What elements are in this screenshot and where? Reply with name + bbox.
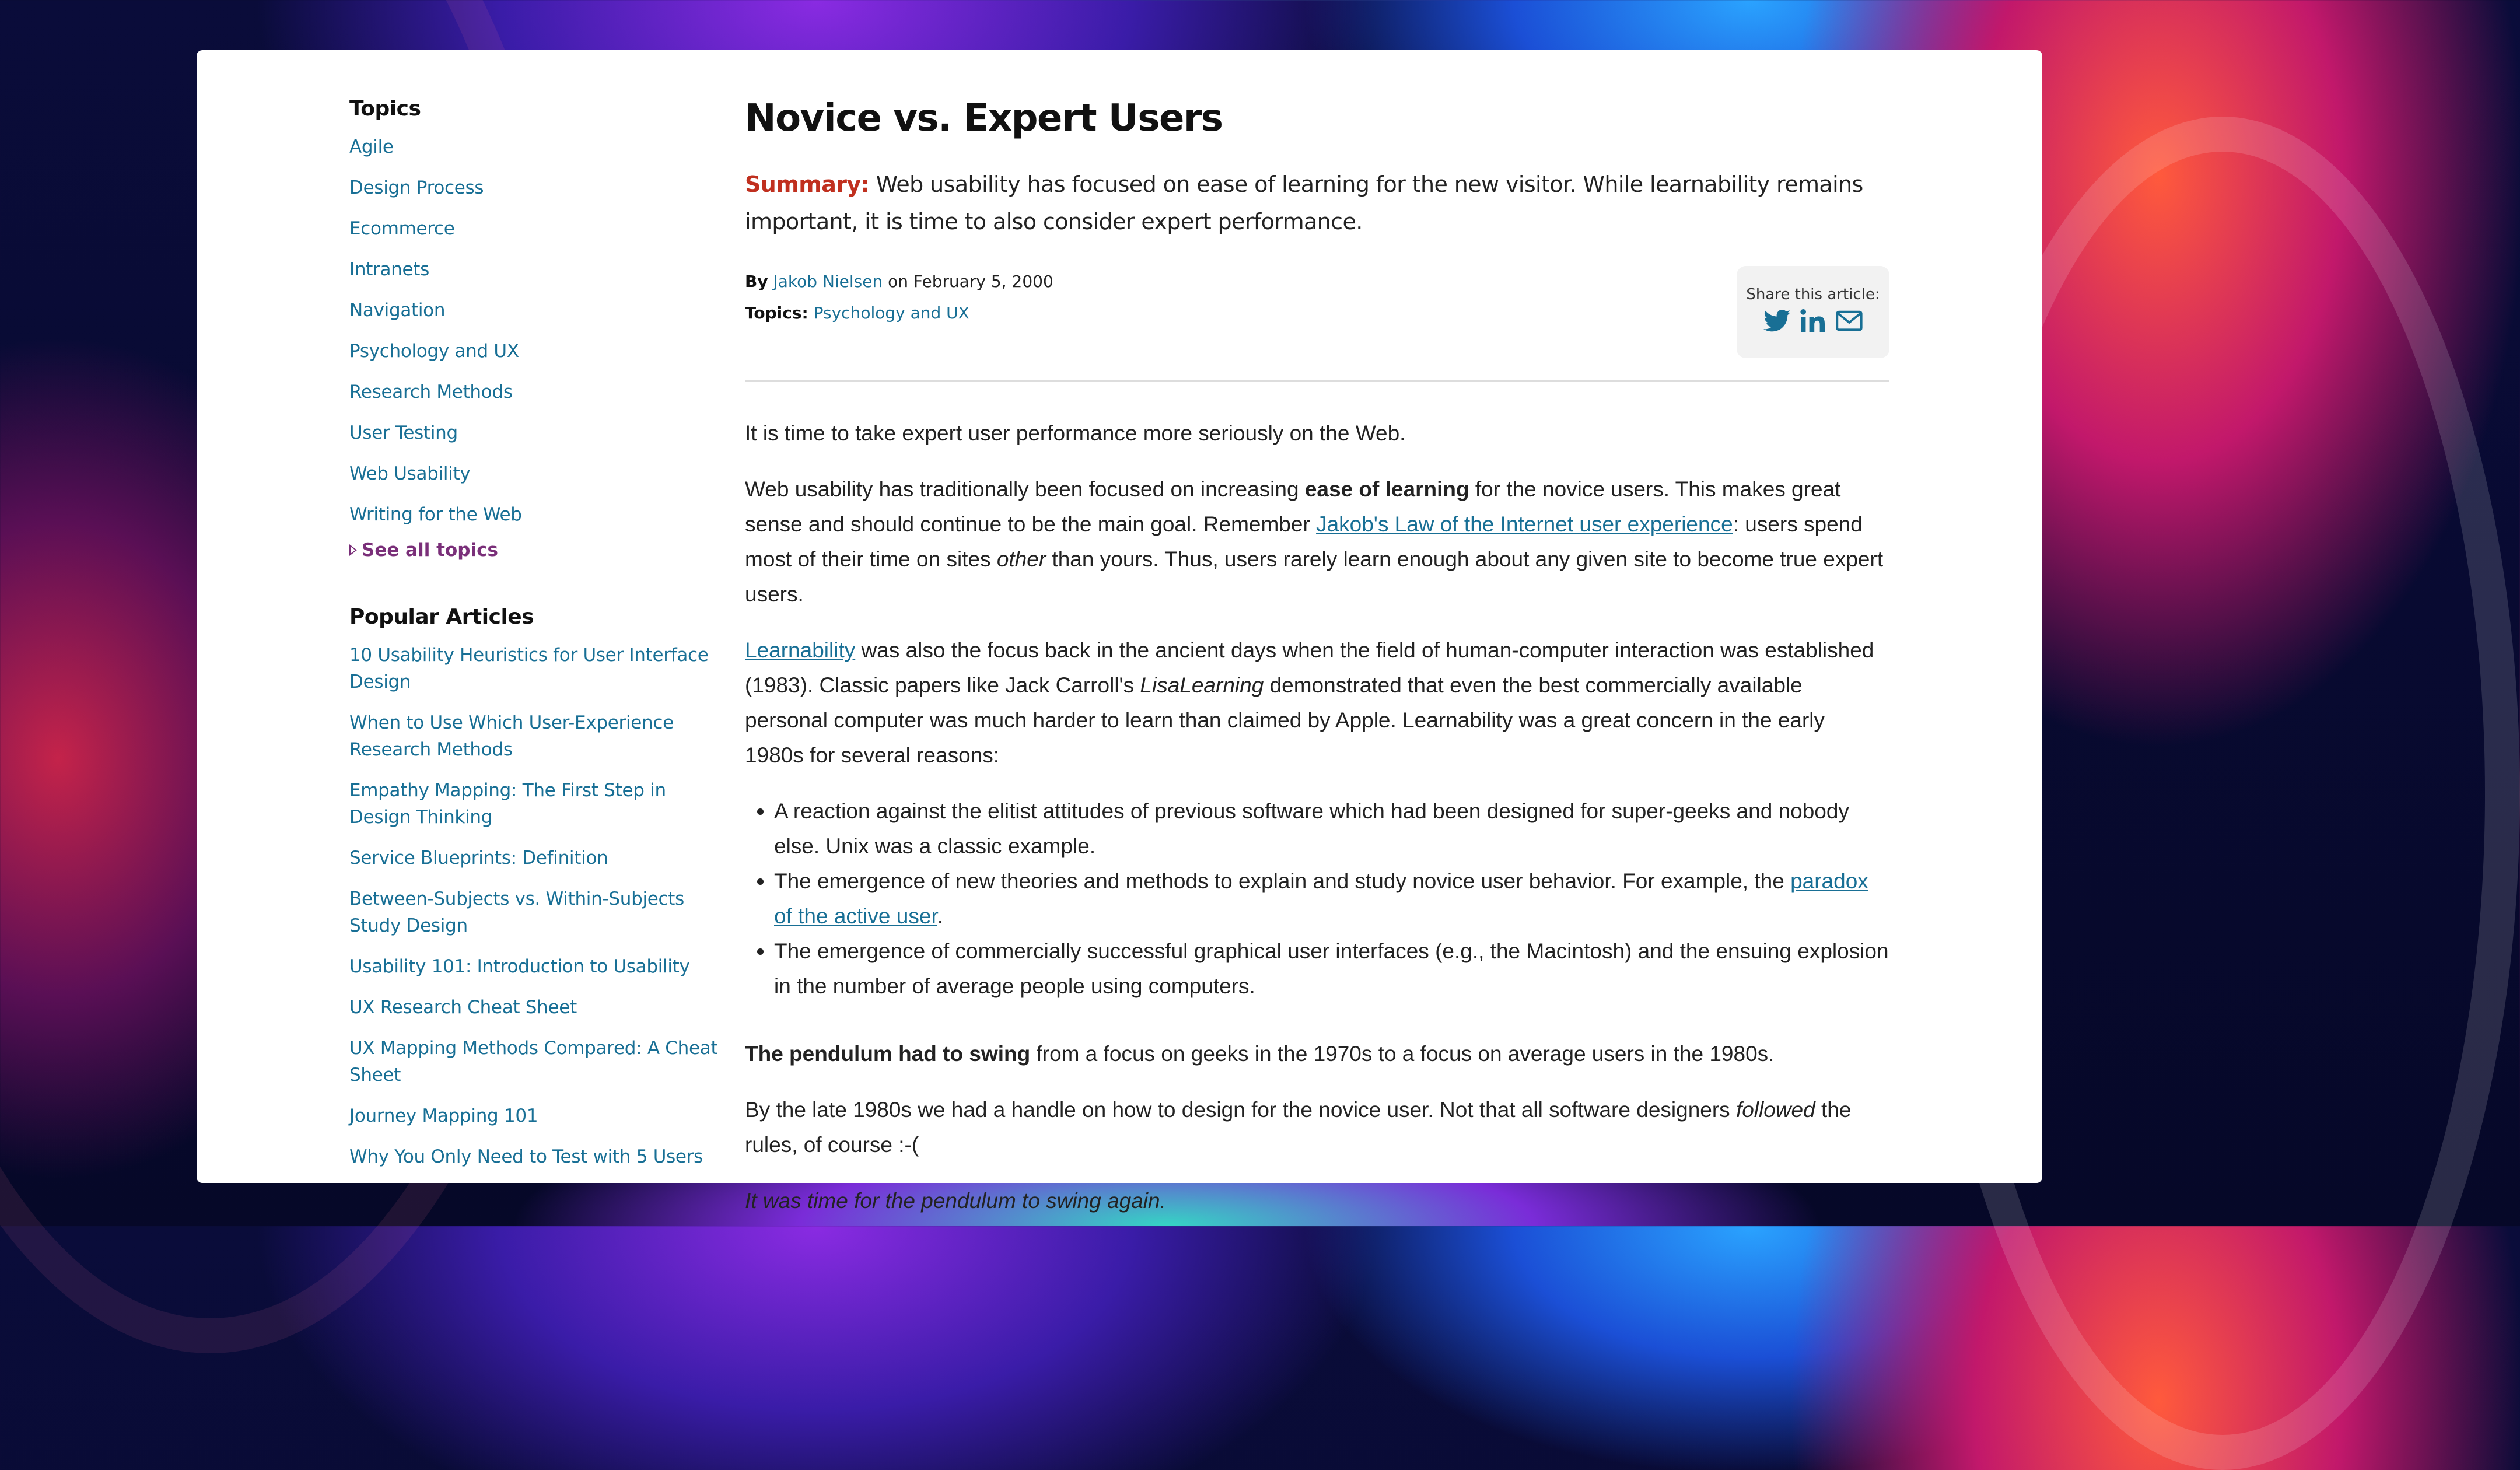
popular-article-link[interactable]: When to Use Which User-Experience Research Methods [349,712,674,760]
text: . [937,904,944,928]
share-box [1737,266,1889,358]
list-item: • A reaction against the elitist attitudes of previous software which had been designed for super-geeks and nobody else. Unix was a classic example. [774,794,1889,864]
by-label: By [745,272,768,291]
jakobs-law-link[interactable]: Jakob's Law of the Internet user experience [1316,512,1733,536]
linkedin-icon[interactable] [1801,309,1825,332]
popular-article-link[interactable]: Usability 101: Introduction to Usability [349,956,690,977]
text: : users spend most of their time on sites [745,512,1863,571]
share-label: Share this article: [1746,286,1880,303]
topic-link-intranets[interactable]: Intranets [349,259,430,280]
popular-article-link[interactable]: 10 Usability Heuristics for User Interface Design [349,645,709,692]
text: was also the focus back in the ancient days when the field of human-computer interaction was established (1983). Classic papers like Jack Carroll's [745,638,1874,697]
topic-link-design-process[interactable]: Design Process [349,177,484,198]
italic-text: other [996,547,1046,571]
paragraph [745,1093,1889,1163]
text: The emergence of new theories and methods to explain and study novice user behavior. For example, the [774,869,1791,893]
italic-text: LisaLearning [1140,673,1264,697]
text: than yours. Thus, users rarely learn enough about any given site to become true expert users. [745,547,1884,606]
popular-article-link[interactable]: Why You Only Need to Test with 5 Users [349,1146,703,1167]
topic-link-research-methods[interactable]: Research Methods [349,382,513,402]
see-all-topics-label: See all topics [362,540,498,561]
italic-text: It was time for the pendulum to swing again. [745,1189,1166,1213]
topics-line [745,298,1889,329]
topic-link-user-testing[interactable]: User Testing [349,422,458,443]
paradox-active-user-link[interactable]: paradox of the active user [774,869,1868,928]
text: demonstrated that even the best commercially available personal computer was much harder to learn than claimed by Apple. Learnability was a great concern in the early 1980s for several reasons: [745,673,1825,767]
email-icon[interactable] [1836,309,1863,332]
learnability-link[interactable]: Learnability [745,638,856,662]
share-icons [1737,309,1889,332]
reasons-list [745,794,1889,1004]
article-body [745,416,1889,1219]
text: for the novice users. This makes great sense and should continue to be the main goal. Remember [745,477,1841,536]
summary-label: Summary: [745,172,870,197]
article-page [197,50,2042,1213]
list-item [774,864,1889,934]
popular-article-link[interactable]: Journey Mapping 101 [349,1105,538,1126]
article-title: Novice vs. Expert Users [745,97,1223,140]
paragraph [745,1184,1889,1219]
popular-articles-list [349,642,723,1170]
text: from a focus on geeks in the 1970s to a focus on average users in the 1980s. [1030,1042,1774,1066]
topic-link-web-usability[interactable]: Web Usability [349,463,471,484]
topic-link-navigation[interactable]: Navigation [349,300,446,321]
paragraph [745,633,1889,773]
twitter-icon[interactable] [1763,309,1790,332]
article-main [745,97,1889,1240]
disclosure-triangle-icon [349,544,357,556]
topic-link-ecommerce[interactable]: Ecommerce [349,218,455,239]
author-link[interactable]: Jakob Nielsen [773,272,883,291]
paragraph: It is time to take expert user performance more seriously on the Web. [745,421,1406,445]
topics-heading: Topics [349,97,421,121]
topic-link-agile[interactable]: Agile [349,136,394,158]
popular-article-link[interactable]: UX Research Cheat Sheet [349,997,577,1018]
italic-text: followed [1735,1098,1815,1122]
topics-label: Topics: [745,303,808,323]
paragraph [745,1037,1889,1072]
bold-text: ease of learning [1304,477,1469,501]
popular-article-link[interactable]: Between-Subjects vs. Within-Subjects Study Design [349,888,684,936]
list-item: • The emergence of commercially successful graphical user interfaces (e.g., the Macintosh) and the ensuing explosion in the number of average people using computers. [774,934,1889,1004]
topic-link-writing-web[interactable]: Writing for the Web [349,504,522,525]
paragraph [745,472,1889,612]
topics-list [349,134,723,561]
bold-text: The pendulum had to swing [745,1042,1031,1066]
topic-link-article[interactable]: Psychology and UX [813,303,970,323]
publish-date: on February 5, 2000 [883,272,1054,291]
text: By the late 1980s we had a handle on how to design for the novice user. Not that all software designers [745,1098,1736,1122]
text: Web usability has traditionally been focused on increasing [745,477,1305,501]
popular-article-link[interactable]: UX Mapping Methods Compared: A Cheat Sheet [349,1038,718,1086]
text: the rules, of course :-( [745,1098,1852,1157]
article-summary [745,166,1889,240]
topic-link-psychology-ux[interactable]: Psychology and UX [349,341,519,362]
popular-articles-heading: Popular Articles [349,605,534,629]
byline [745,266,1889,298]
see-all-topics-toggle[interactable] [349,540,723,561]
popular-articles [349,605,723,1170]
article-meta [745,266,1889,382]
summary-text: Web usability has focused on ease of learning for the new visitor. While learnability remains important, it is time to also consider expert performance. [745,172,1863,235]
popular-article-link[interactable]: Service Blueprints: Definition [349,848,608,869]
popular-article-link[interactable]: Empathy Mapping: The First Step in Design Thinking [349,780,666,828]
sidebar [349,97,723,1184]
